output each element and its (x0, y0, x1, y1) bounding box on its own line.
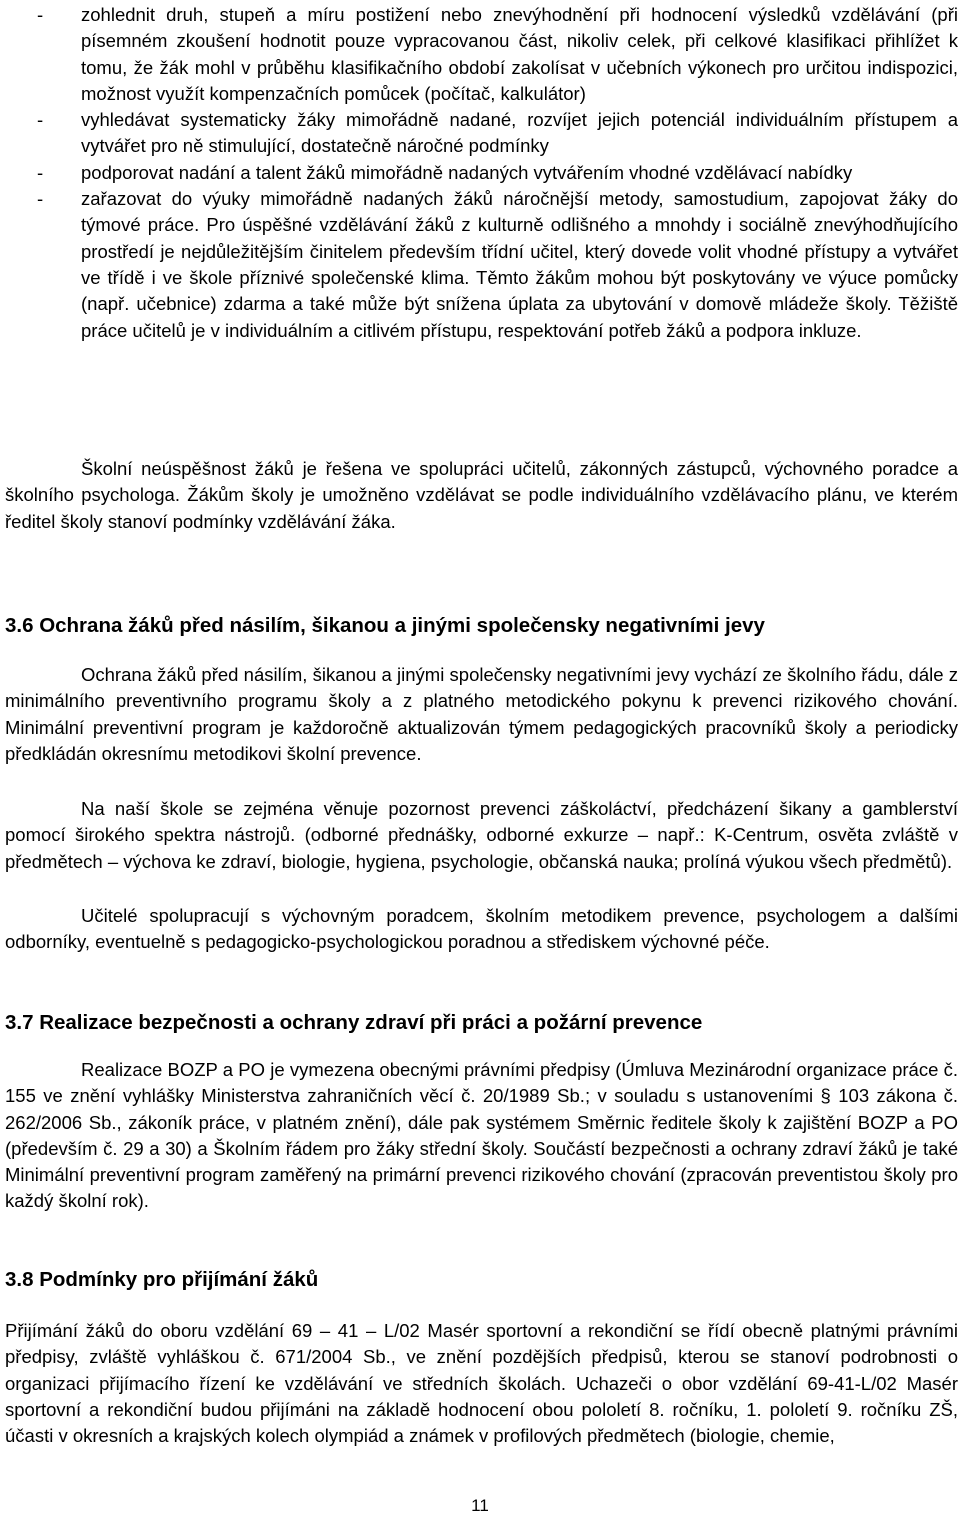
bullet-text: zohlednit druh, stupeň a míru postižení nebo znevýhodnění při hodnocení výsledků vzdělávání (při písemném zkoušení hodnotit pouze vypracovanou část, nikoliv celek, při celkové klasifikaci přihlížet k tomu, že žák mohl v průběhu klasifikačního období zakolísat v učebních výkonech pro určitou indispozici, možnost využít kompenzačních pomůcek (počítač, kalkulátor) (81, 4, 958, 104)
list-item (5, 160, 958, 186)
section-heading-3-8: 3.8 Podmínky pro přijímání žáků (5, 1268, 319, 1291)
page-number: 11 (471, 1496, 489, 1515)
bullet-text: zařazovat do výuky mimořádně nadaných žáků náročnější metody, samostudium, zapojovat žáky do týmové práce. Pro úspěšné vzdělávání žáků z kulturně odlišného a mnohdy i sociálně znevýhodňujícího prostředí je nejdůležitějším činitelem především třídní učitel, který dovede volit vhodné přístupy a vytvářet ve třídě i ve škole příznivé společenské klima. Těmto žákům mohou být poskytovány ve výuce pomůcky (např. učebnice) zdarma a také může být snížena úplata za ubytování v domově mládeže školy. Těžiště práce učitelů je v individuálním a citlivém přístupu, respektování potřeb žáků a podpora inkluze. (81, 188, 958, 341)
paragraph: Realizace BOZP a PO je vymezena obecnými právními předpisy (Úmluva Mezinárodní organizace práce č. 155 ve znění vyhlášky Ministerstva zahraničních věcí č. 20/1989 Sb.; v souladu s ustanoveními § 103 zákona č. 262/2006 Sb., zákoník práce, v platném znění), dále pak systémem Směrnic ředitele školy k zajištění BOZP a PO (především č. 29 a 30) a Školním řádem pro žáky střední školy. Součástí bezpečnosti a ochrany zdraví žáků je také Minimální preventivní program zaměřený na primární prevenci rizikového chování (zpracován preventistou školy pro každý školní rok). (5, 1059, 958, 1212)
paragraph: Učitelé spolupracují s výchovným poradcem, školním metodikem prevence, psychologem a dalšími odborníky, eventuelně s pedagogicko-psychologickou poradnou a střediskem výchovné péče. (5, 905, 958, 953)
bullet-dash: - (37, 109, 44, 131)
list-item (5, 107, 958, 160)
bullet-text: vyhledávat systematicky žáky mimořádně nadané, rozvíjet jejich potenciál individuálním přístupem a vytvářet pro ně stimulující, dostatečně náročné podmínky (81, 109, 958, 157)
paragraph: Na naší škole se zejména věnuje pozornost prevenci záškoláctví, předcházení šikany a gamblerství pomocí širokého spektra nástrojů. (odborné přednášky, odborné exkurze – např.: K-Centrum, osvěta zvláště v předmětech – výchova ke zdraví, biologie, hygiena, psychologie, občanská nauka; prolíná výukou všech předmětů). (5, 798, 958, 872)
bullet-dash: - (37, 161, 44, 183)
bullet-dash: - (37, 4, 44, 25)
list-item (5, 186, 958, 344)
section-heading-3-7: 3.7 Realizace bezpečnosti a ochrany zdraví při práci a požární prevence (5, 1011, 703, 1034)
paragraph: Přijímání žáků do oboru vzdělání 69 – 41 – L/02 Masér sportovní a rekondiční se řídí obecně platnými právními předpisy, zvláště vyhláškou č. 671/2004 Sb., ve znění pozdějších předpisů, kterou se stanoví podrobnosti o organizaci přijímacího řízení ke vzdělávání ve středních školách. Uchazeči o obor vzdělání 69-41-L/02 Masér sportovní a rekondiční budou přijímáni na základě hodnocení obou pololetí 8. ročníku, 1. pololetí 9. ročníku ZŠ, účasti v okresních a krajských kolech olympiád a známek v profilových předmětech (biologie, chemie, (5, 1320, 958, 1447)
paragraph: Ochrana žáků před násilím, šikanou a jinými společensky negativními jevy vychází ze školního řádu, dále z minimálního preventivního programu školy a z platného metodického pokynu k prevenci rizikového chování. Minimální preventivní program je každoročně aktualizován týmem pedagogických pracovníků školy a periodicky předkládán okresnímu metodikovi školní prevence. (5, 664, 958, 764)
bullet-dash: - (37, 188, 44, 210)
bullet-text: podporovat nadání a talent žáků mimořádně nadaných vytvářením vhodné vzdělávací nabídky (81, 161, 853, 183)
paragraph-school-failure: Školní neúspěšnost žáků je řešena ve spolupráci učitelů, zákonných zástupců, výchovného poradce a školního psychologa. Žákům školy je umožněno vzdělávat se podle individuálního vzdělávacího plánu, ve kterém ředitel školy stanoví podmínky vzdělávání žáka. (5, 458, 958, 532)
list-item (5, 2, 958, 107)
bullet-list (5, 2, 958, 344)
section-heading-3-6: 3.6 Ochrana žáků před násilím, šikanou a jinými společensky negativními jevy (5, 614, 765, 637)
